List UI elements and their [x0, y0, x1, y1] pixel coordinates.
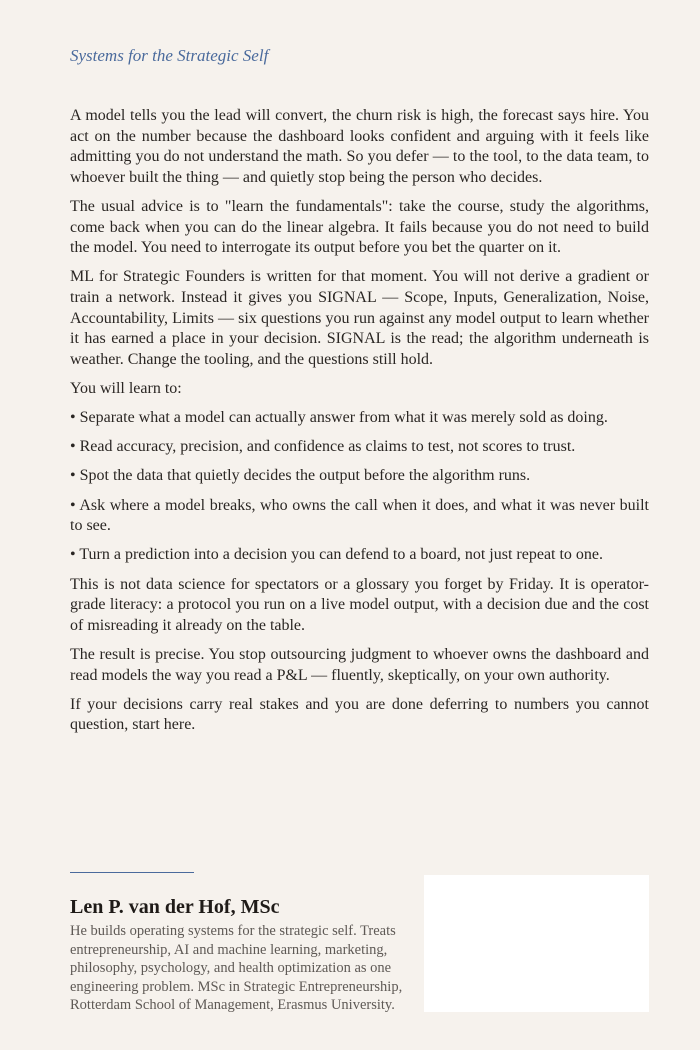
paragraph: The usual advice is to "learn the fundamentals": take the course, study the algorithms, come back when you can do the linear algebra. It fails because you do not need to build the model. You need to interrogate its output before you bet the quarter on it.	[70, 197, 649, 257]
author-photo-placeholder	[424, 875, 649, 1012]
paragraph: You will learn to:	[70, 379, 182, 397]
paragraph: The result is precise. You stop outsourcing judgment to whoever owns the dashboard and read models the way you read a P&L — fluently, skeptically, on your own authority.	[70, 646, 649, 684]
bullet-item: • Separate what a model can actually answer from what it was merely sold as doing.	[70, 409, 608, 427]
divider-rule	[70, 872, 194, 873]
author-bio: He builds operating systems for the strategic self. Treats entrepreneurship, AI and machine learning, marketing, philosophy, psychology, and health optimization as one engineering problem. MSc in Strategic Entrepreneurship, Rotterdam School of Management, Erasmus University.	[70, 923, 403, 1014]
bullet-item: • Read accuracy, precision, and confidence as claims to test, not scores to trust.	[70, 438, 576, 456]
series-title: Systems for the Strategic Self	[70, 46, 269, 65]
paragraph: This is not data science for spectators or a glossary you forget by Friday. It is operator-grade literacy: a protocol you run on a live model output, with a decision due and the cost of misreading it already on the table.	[70, 575, 649, 634]
paragraph: A model tells you the lead will convert, the churn risk is high, the forecast says hire. You act on the number because the dashboard looks confident and arguing with it feels like admitting you do not understand the math. So you defer — to the tool, to the data team, to whoever built the thing — and quietly stop being the person who decides.	[70, 107, 649, 186]
bullet-item: • Ask where a model breaks, who owns the call when it does, and what it was never built to see.	[70, 496, 649, 535]
author-name: Len P. van der Hof, MSc	[70, 896, 280, 918]
paragraph: ML for Strategic Founders is written for that moment. You will not derive a gradient or train a network. Instead it gives you SIGNAL — Scope, Inputs, Generalization, Noise, Accountability, Limits — six questions you run against any model output to learn whether it has earned a place in your decision. SIGNAL is the read; the algorithm underneath is weather. Change the tooling, and the questions still hold.	[70, 268, 649, 368]
back-cover-copy	[70, 106, 649, 745]
bullet-item: • Turn a prediction into a decision you can defend to a board, not just repeat to one.	[70, 546, 604, 564]
paragraph: If your decisions carry real stakes and you are done deferring to numbers you cannot question, start here.	[70, 695, 649, 734]
bullet-item: • Spot the data that quietly decides the output before the algorithm runs.	[70, 467, 531, 485]
